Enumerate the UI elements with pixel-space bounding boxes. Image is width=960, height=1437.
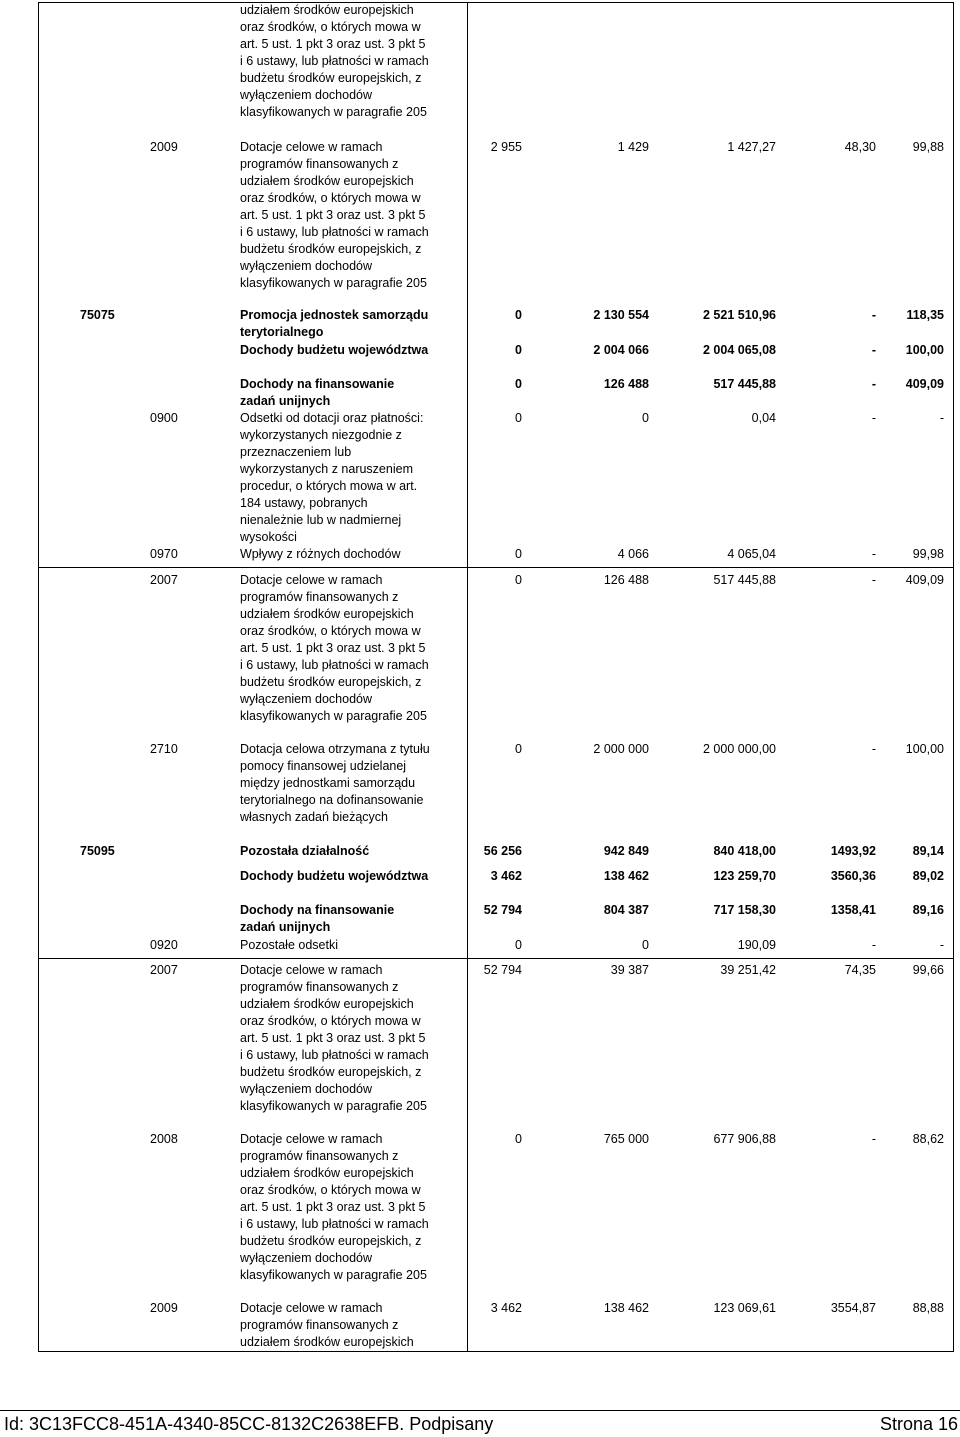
row-divider: [39, 958, 953, 959]
plan-value: 0: [515, 411, 522, 425]
classification-code: 2009: [150, 140, 178, 154]
classification-code: 0970: [150, 547, 178, 561]
execution-value: 2 000 000,00: [703, 742, 776, 756]
percent-b: -: [939, 938, 944, 952]
plan-value: 0: [515, 547, 522, 561]
percent-b: 88,88: [912, 1301, 944, 1315]
classification-code: 2008: [150, 1132, 178, 1146]
row-description: Dotacje celowe w ramach programów finansowanych z udziałem środków europejskich oraz środków, o których mowa w art. 5 ust. 1 pkt 3 oraz ust. 3 pkt 5 i 6 ustawy, lub płatności w ramach budżetu środków europejskich, z wyłączeniem dochodów klasyfikowanych w paragrafie 205: [240, 1132, 429, 1282]
plan-value: 0: [515, 1132, 522, 1146]
percent-a: 1493,92: [830, 844, 876, 858]
percent-a: 3560,36: [830, 869, 876, 883]
percent-b: 99,88: [912, 140, 944, 154]
classification-code: 2007: [150, 573, 178, 587]
percent-a: 74,35: [844, 963, 876, 977]
plan-after-changes: 1 429: [617, 140, 649, 154]
percent-b: 100,00: [905, 343, 944, 357]
percent-b: 100,00: [905, 742, 944, 756]
plan-value: 0: [515, 742, 522, 756]
plan-after-changes: 0: [642, 938, 649, 952]
execution-value: 517 445,88: [713, 377, 776, 391]
plan-after-changes: 138 462: [603, 869, 649, 883]
page-number: Strona 16: [879, 1414, 958, 1434]
classification-code: 2710: [150, 742, 178, 756]
plan-value: 0: [515, 343, 522, 357]
row-description: Pozostała działalność: [240, 844, 370, 858]
row-description: Dochody na finansowanie zadań unijnych: [240, 377, 395, 408]
percent-a: 48,30: [844, 140, 876, 154]
row-description: Dotacja celowa otrzymana z tytułu pomocy finansowej udzielanej między jednostkami samorządu terytorialnego na dofinansowanie własnych zadań bieżących: [240, 742, 430, 824]
plan-value: 52 794: [483, 963, 522, 977]
execution-value: 123 259,70: [713, 869, 776, 883]
plan-after-changes: 2 004 066: [593, 343, 649, 357]
percent-a: -: [871, 573, 876, 587]
classification-code: 2007: [150, 963, 178, 977]
plan-value: 0: [515, 938, 522, 952]
percent-a: -: [871, 1132, 876, 1146]
percent-b: 409,09: [905, 377, 944, 391]
classification-code: 75095: [80, 844, 115, 858]
plan-after-changes: 4 066: [617, 547, 649, 561]
page-footer: [0, 1410, 960, 1437]
percent-a: 1358,41: [830, 903, 876, 917]
execution-value: 39 251,42: [720, 963, 776, 977]
percent-b: 99,66: [912, 963, 944, 977]
plan-after-changes: 126 488: [603, 377, 649, 391]
classification-code: 0920: [150, 938, 178, 952]
plan-after-changes: 2 000 000: [593, 742, 649, 756]
plan-after-changes: 39 387: [610, 963, 649, 977]
row-description: Dotacje celowe w ramach programów finansowanych z udziałem środków europejskich oraz środków, o których mowa w art. 5 ust. 1 pkt 3 oraz ust. 3 pkt 5 i 6 ustawy, lub płatności w ramach budżetu środków europejskich, z wyłączeniem dochodów klasyfikowanych w paragrafie 205: [240, 963, 429, 1113]
document-id: Id: 3C13FCC8-451A-4340-85CC-8132C2638EFB. Podpisany: [4, 1414, 494, 1434]
execution-value: 2 521 510,96: [703, 308, 776, 322]
row-description: Dotacje celowe w ramach programów finansowanych z udziałem środków europejskich: [240, 1301, 414, 1349]
execution-value: 2 004 065,08: [703, 343, 776, 357]
percent-a: 3554,87: [830, 1301, 876, 1315]
plan-after-changes: 138 462: [603, 1301, 649, 1315]
percent-a: -: [871, 938, 876, 952]
plan-after-changes: 0: [642, 411, 649, 425]
classification-code: 75075: [80, 308, 115, 322]
row-description: Odsetki od dotacji oraz płatności: wykorzystanych niezgodnie z przeznaczeniem lub wykorzystanych z naruszeniem procedur, o których mowa w art. 184 ustawy, pobranych nienależnie lub w nadmiernej wysokości: [240, 411, 424, 544]
row-description: Wpływy z różnych dochodów: [240, 547, 401, 561]
plan-value: 0: [515, 308, 522, 322]
percent-b: 89,14: [912, 844, 944, 858]
percent-b: 409,09: [905, 573, 944, 587]
plan-value: 3 462: [490, 1301, 522, 1315]
row-description: Dotacje celowe w ramach programów finansowanych z udziałem środków europejskich oraz środków, o których mowa w art. 5 ust. 1 pkt 3 oraz ust. 3 pkt 5 i 6 ustawy, lub płatności w ramach budżetu środków europejskich, z wyłączeniem dochodów klasyfikowanych w paragrafie 205: [240, 140, 429, 290]
percent-a: -: [871, 308, 876, 322]
row-description: Promocja jednostek samorządu terytorialnego: [240, 308, 429, 339]
column-divider: [467, 3, 468, 1351]
classification-code: 0900: [150, 411, 178, 425]
percent-b: 118,35: [906, 308, 944, 322]
table-frame: [38, 2, 954, 1352]
percent-b: 89,02: [912, 869, 944, 883]
plan-after-changes: 804 387: [603, 903, 649, 917]
row-description: Dochody na finansowanie zadań unijnych: [240, 903, 395, 934]
plan-value: 2 955: [490, 140, 522, 154]
execution-value: 840 418,00: [713, 844, 776, 858]
plan-after-changes: 126 488: [603, 573, 649, 587]
plan-after-changes: 942 849: [603, 844, 649, 858]
row-description: Dochody budżetu województwa: [240, 343, 429, 357]
execution-value: 517 445,88: [713, 573, 776, 587]
plan-after-changes: 2 130 554: [593, 308, 649, 322]
percent-a: -: [871, 377, 876, 391]
percent-b: 88,62: [912, 1132, 944, 1146]
execution-value: 0,04: [751, 411, 776, 425]
execution-value: 1 427,27: [727, 140, 776, 154]
plan-value: 0: [515, 377, 522, 391]
percent-b: 99,98: [912, 547, 944, 561]
plan-after-changes: 765 000: [603, 1132, 649, 1146]
percent-a: -: [871, 547, 876, 561]
plan-value: 52 794: [483, 903, 522, 917]
execution-value: 717 158,30: [713, 903, 776, 917]
percent-a: -: [871, 742, 876, 756]
execution-value: 677 906,88: [713, 1132, 776, 1146]
row-divider: [39, 567, 953, 568]
percent-b: -: [939, 411, 944, 425]
row-description: Dochody budżetu województwa: [240, 869, 429, 883]
row-description: udziałem środków europejskich oraz środków, o których mowa w art. 5 ust. 1 pkt 3 oraz ust. 3 pkt 5 i 6 ustawy, lub płatności w ramach budżetu środków europejskich, z wyłączeniem dochodów klasyfikowanych w paragrafie 205: [240, 3, 429, 119]
plan-value: 3 462: [490, 869, 522, 883]
classification-code: 2009: [150, 1301, 178, 1315]
plan-value: 0: [515, 573, 522, 587]
percent-a: -: [871, 411, 876, 425]
execution-value: 190,09: [737, 938, 776, 952]
percent-a: -: [871, 343, 876, 357]
plan-value: 56 256: [483, 844, 522, 858]
percent-b: 89,16: [912, 903, 944, 917]
row-description: Pozostałe odsetki: [240, 938, 338, 952]
execution-value: 4 065,04: [727, 547, 776, 561]
execution-value: 123 069,61: [713, 1301, 776, 1315]
row-description: Dotacje celowe w ramach programów finansowanych z udziałem środków europejskich oraz środków, o których mowa w art. 5 ust. 1 pkt 3 oraz ust. 3 pkt 5 i 6 ustawy, lub płatności w ramach budżetu środków europejskich, z wyłączeniem dochodów klasyfikowanych w paragrafie 205: [240, 573, 429, 723]
